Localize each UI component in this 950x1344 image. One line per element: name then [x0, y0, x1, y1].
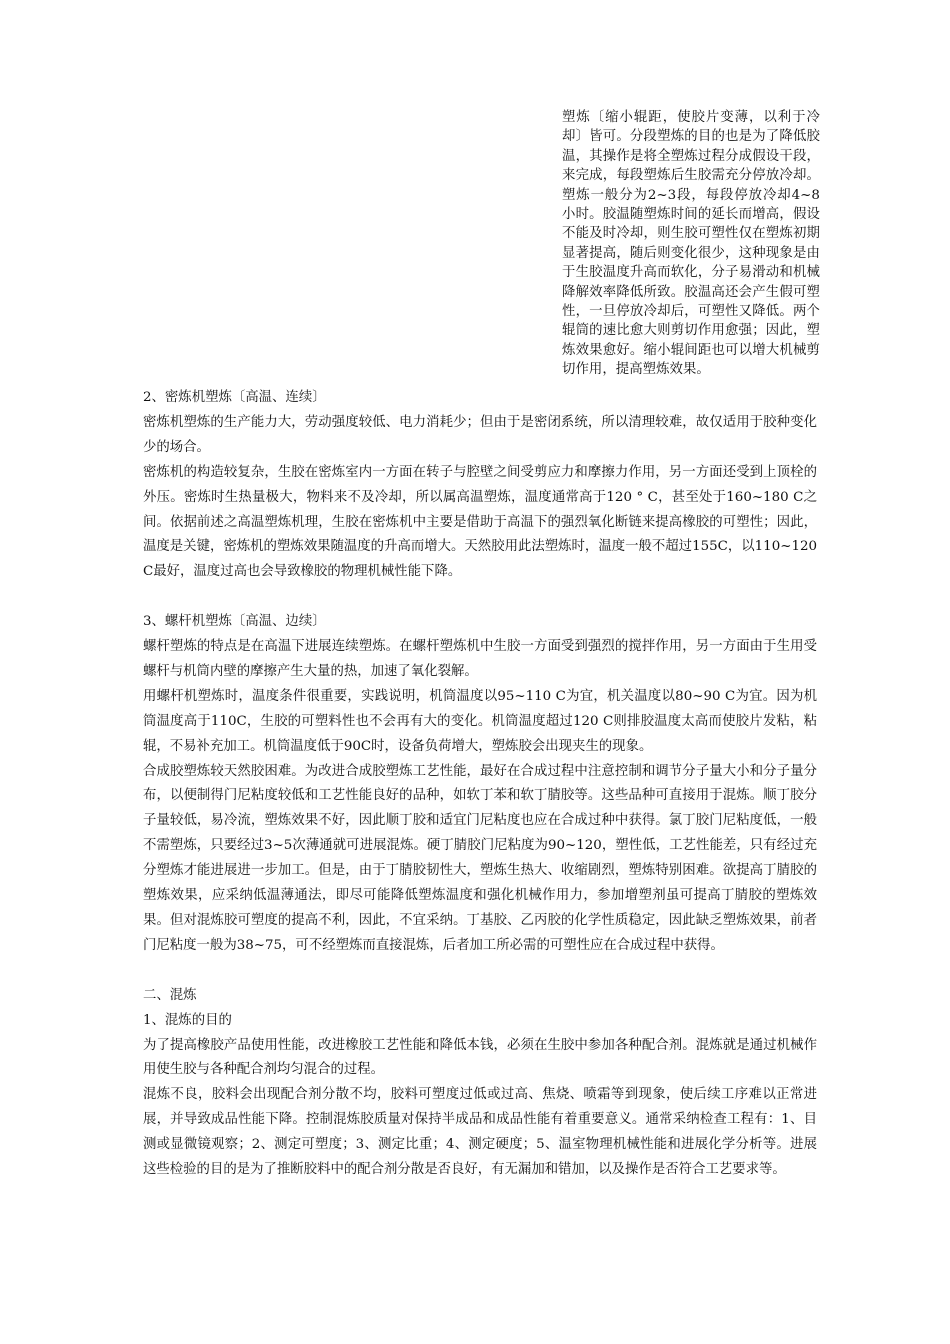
paragraph: 用螺杆机塑炼时，温度条件很重要，实践说明，机筒温度以95~110 C为宜，机关温度以80~90 C为宜。因为机筒温度高于110C，生胶的可塑料性也不会再有大的变化。机筒温度超过120 C则排胶温度太高而使胶片发粘，粘辊，不易补充加工。机筒温度低于90C时，设备负荷增大，塑炼胶会出现夹生的现象。 [143, 688, 817, 754]
chapter-heading-mixing: 二、混炼 [143, 987, 197, 1003]
paragraph: 混炼不良，胶料会出现配合剂分散不均，胶料可塑度过低或过高、焦烧、喷霜等到现象，使后续工序难以正常进展，并导致成品性能下降。控制混炼胶质量对保持半成品和成品性能有着重要意义。通常采纳检查工程有：1、目测或显微镜观察；2、测定可塑度；3、测定比重；4、测定硬度；5、温室物理机械性能和进展化学分析等。进展这些检验的目的是为了推断胶料中的配合剂分散是否良好，有无漏加和错加，以及操作是否符合工艺要求等。 [143, 1087, 817, 1178]
section-heading-banbury: 2、密炼机塑炼〔高温、连续〕 [143, 390, 326, 405]
paragraph: 密炼机的构造较复杂，生胶在密炼室内一方面在转子与腔壁之间受剪应力和摩擦力作用，另一方面还受到上顶栓的外压。密炼时生热量极大，物料来不及冷却，所以属高温塑炼，温度通常高于120 ° C，甚至处于160~180 C之间。依据前述之高温塑炼机理，生胶在密炼机中主要是借助于高温下的强烈氧化断链来提高橡胶的可塑性；因此，温度是关键，密炼机的塑炼效果随温度的升高而增大。天然胶用此法塑炼时，温度一般不超过155C，以110~120 C最好，温度过高也会导致橡胶的物理机械性能下降。 [143, 464, 817, 580]
section-heading-screw: 3、螺杆机塑炼〔高温、边续〕 [143, 614, 326, 630]
paragraph: 螺杆塑炼的特点是在高温下进展连续塑炼。在螺杆塑炼机中生胶一方面受到强烈的搅拌作用，另一方面由于生用受螺杆与机筒内壁的摩擦产生大量的热，加速了氧化裂解。 [143, 639, 817, 679]
paragraph: 密炼机塑炼的生产能力大，劳动强度较低、电力消耗少；但由于是密闭系统，所以清理较难，故仅适用于胶种变化少的场合。 [143, 414, 817, 455]
paragraph: 为了提高橡胶产品使用性能，改进橡胶工艺性能和降低本钱，必须在生胶中参加各种配合剂。混炼就是通过机械作用使生胶与各种配合剂均匀混合的过程。 [143, 1037, 817, 1078]
paragraph: 合成胶塑炼较天然胶困难。为改进合成胶塑炼工艺性能，最好在合成过程中注意控制和调节分子量大小和分子量分布，以便制得门尼粘度较低和工艺性能良好的品种，如软丁苯和软丁腈胶等。这些品种可直接用于混炼。顺丁胶分子量较低，易冷流，塑炼效果不好，因此顺丁胶和适宜门尼粘度也应在合成过种中获得。氯丁胶门尼粘度低，一般不需塑炼，只要经过3~5次薄通就可进展混炼。硬丁腈胶门尼粘度为90~120，塑性低，工艺性能差，只有经过充分塑炼才能进展进一步加工。但是，由于丁腈胶韧性大，塑炼生热大、收缩剧烈，塑炼特别困难。欲提高丁腈胶的塑炼效果，应采纳低温薄通法，即尽可能降低塑炼温度和强化机械作用力，参加增塑剂虽可提高丁腈胶的塑炼效果。但对混炼胶可塑度的提高不利，因此，不宜采纳。丁基胶、乙丙胶的化学性质稳定，因此缺乏塑炼效果，前者门尼粘度一般为38~75，可不经塑炼而直接混炼，后者加工所必需的可塑性应在合成过程中获得。 [143, 763, 817, 953]
main-body [143, 386, 817, 1183]
spacer [143, 585, 817, 610]
side-column-paragraph: 塑炼〔缩小辊距，使胶片变薄，以利于冷却〕皆可。分段塑炼的目的也是为了降低胶温，其操作是将全塑炼过程分成假设干段，来完成，每段塑炼后生胶需充分停放冷却。塑炼一般分为2~3段，每段停放冷却4~8小时。胶温随塑炼时间的延长而增高，假设不能及时冷却，则生胶可塑性仅在塑炼初期显著提高，随后则变化很少，这种现象是由于生胶温度升高而软化，分子易滑动和机械降解效率降低所致。胶温高还会产生假可塑性，一旦停放冷却后，可塑性又降低。两个辊筒的速比愈大则剪切作用愈强；因此，塑炼效果愈好。缩小辊间距也可以增大机械剪切作用，提高塑炼效果。 [562, 110, 820, 378]
side-column [562, 108, 820, 380]
section-heading-mixing-purpose: 1、混炼的目的 [143, 1012, 232, 1028]
spacer [143, 959, 817, 984]
